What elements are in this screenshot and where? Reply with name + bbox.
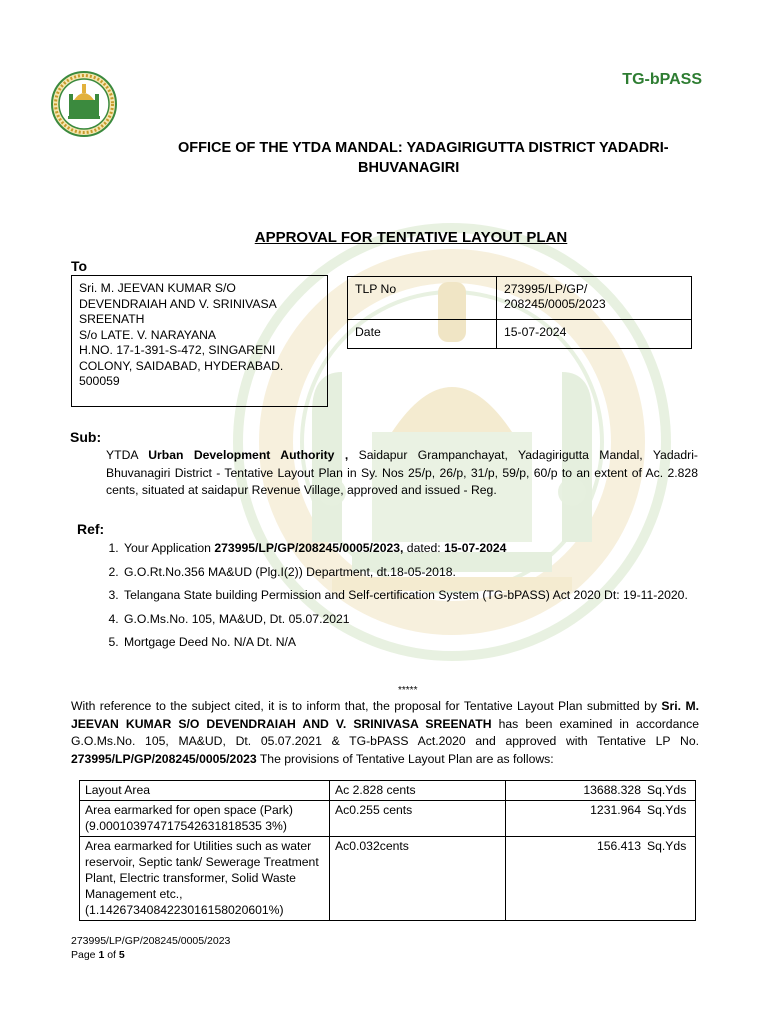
ref1-application-no: 273995/LP/GP/208245/0005/2023, xyxy=(214,541,404,555)
office-heading xyxy=(80,138,768,178)
area-value: 156.413 xyxy=(596,839,641,853)
ref1-dated: dated: xyxy=(403,541,445,555)
tlp-no-value-line1: 273995/LP/GP/ xyxy=(504,282,588,296)
date-value: 15-07-2024 xyxy=(497,320,692,349)
recipient-line: 500059 xyxy=(79,374,120,388)
subject-label: Sub: xyxy=(70,429,102,445)
subject-body: Saidapur Grampanchayat, Yadagirigutta Mandal, Yadadri-Bhuvanagiri District - Tentative Layout Plan in Sy. Nos 25/p, 26/p, 31/p, 59/p, 60/p to an extent of Ac. 2.828 cents, situated at saidapur Revenue Village, approved and issued - Reg. xyxy=(106,448,698,497)
tlp-info-table xyxy=(347,276,692,349)
para-applicant: Sri. M. JEEVAN KUMAR S/O DEVENDRAIAH AND V. SRINIVASA SREENATH xyxy=(71,699,699,731)
section-separator: ***** xyxy=(398,685,418,696)
area-label: Area earmarked for Utilities such as water reservoir, Septic tank/ Sewerage Treatment Plant, Electric transformer, Solid Waste Management etc., (1.1426734084223016158020601%) xyxy=(80,837,330,921)
reference-item: 5. Mortgage Deed No. N/A Dt. N/A xyxy=(122,631,762,655)
subject-prefix: YTDA xyxy=(106,448,149,462)
office-heading-line1: OFFICE OF THE YTDA MANDAL: YADAGIRIGUTTA DISTRICT YADADRI- xyxy=(178,140,669,156)
recipient-address-box xyxy=(71,275,328,407)
area-unit: Sq.Yds xyxy=(647,783,687,797)
reference-item xyxy=(122,537,762,561)
para-text-3: The provisions of Tentative Layout Plan are as follows: xyxy=(256,751,554,766)
recipient-line: COLONY, SAIDABAD, HYDERABAD. xyxy=(79,358,284,373)
page-total: 5 xyxy=(118,949,125,961)
recipient-line: S/o LATE. V. NARAYANA xyxy=(79,327,217,342)
to-label: To xyxy=(71,258,88,274)
area-unit: Sq.Yds xyxy=(647,839,687,853)
area-label: Layout Area xyxy=(80,781,330,801)
reference-label: Ref: xyxy=(77,521,105,537)
reference-item: 4. G.O.Ms.No. 105, MA&UD, Dt. 05.07.2021 xyxy=(122,608,762,632)
office-heading-line2: BHUVANAGIRI xyxy=(358,160,460,176)
tlp-no-value xyxy=(497,277,692,320)
area-sqyds xyxy=(506,837,696,921)
page-current: 1 xyxy=(98,949,105,961)
ref1-prefix: Your Application xyxy=(124,541,215,555)
ref1-date: 15-07-2024 xyxy=(444,541,507,555)
area-unit: Sq.Yds xyxy=(647,803,687,817)
tlp-no-label: TLP No xyxy=(348,277,497,320)
approval-paragraph xyxy=(71,698,699,768)
subject-authority: Urban Development Authority , xyxy=(148,448,349,462)
area-value: 13688.328 xyxy=(583,783,641,797)
date-label: Date xyxy=(348,320,497,349)
area-acres: Ac0.032cents xyxy=(330,837,506,921)
page-of: of xyxy=(104,949,119,961)
para-text-2: has been examined in accordance G.O.Ms.No. 105, MA&UD, Dt. 05.07.2021 & TG-bPASS Act.2020 and approved with Tentative LP No. xyxy=(71,716,699,748)
area-acres: Ac0.255 cents xyxy=(330,801,506,837)
para-lp-no: 273995/LP/GP/208245/0005/2023 xyxy=(71,751,257,766)
reference-list xyxy=(80,537,762,655)
area-sqyds xyxy=(506,801,696,837)
area-label: Area earmarked for open space (Park) (9.000103974717542631818535 3%) xyxy=(80,801,330,837)
table-row xyxy=(80,781,696,801)
table-row xyxy=(80,837,696,921)
tlp-no-value-line2: 208245/0005/2023 xyxy=(504,297,606,311)
area-value: 1231.964 xyxy=(590,803,641,817)
recipient-line: H.NO. 17-1-391-S-472, SINGARENI xyxy=(79,343,276,357)
area-sqyds xyxy=(506,781,696,801)
reference-item: 3. Telangana State building Permission and Self-certification System (TG-bPASS) Act 2020 Dt: 19-11-2020. xyxy=(122,584,762,608)
recipient-line: SREENATH xyxy=(79,312,145,326)
recipient-line: DEVENDRAIAH AND V. SRINIVASA xyxy=(79,296,277,311)
area-acres: Ac 2.828 cents xyxy=(330,781,506,801)
recipient-line: Sri. M. JEEVAN KUMAR S/O xyxy=(79,281,236,295)
telangana-emblem-logo xyxy=(50,70,118,138)
table-row xyxy=(80,801,696,837)
footer-document-id: 273995/LP/GP/208245/0005/2023 xyxy=(71,935,231,947)
approval-title: APPROVAL FOR TENTATIVE LAYOUT PLAN xyxy=(254,229,568,246)
page-word: Page xyxy=(71,949,99,961)
tg-bpass-brand: TG-bPASS xyxy=(622,71,702,88)
para-text-1: With reference to the subject cited, it is to inform that, the proposal for Tentative Layout Plan submitted by xyxy=(71,699,662,713)
reference-item: 2. G.O.Rt.No.356 MA&UD (Plg.I(2)) Department, dt.18-05-2018. xyxy=(122,561,762,585)
layout-area-table xyxy=(79,780,696,921)
subject-text xyxy=(106,447,698,500)
footer-page-number xyxy=(71,949,125,961)
